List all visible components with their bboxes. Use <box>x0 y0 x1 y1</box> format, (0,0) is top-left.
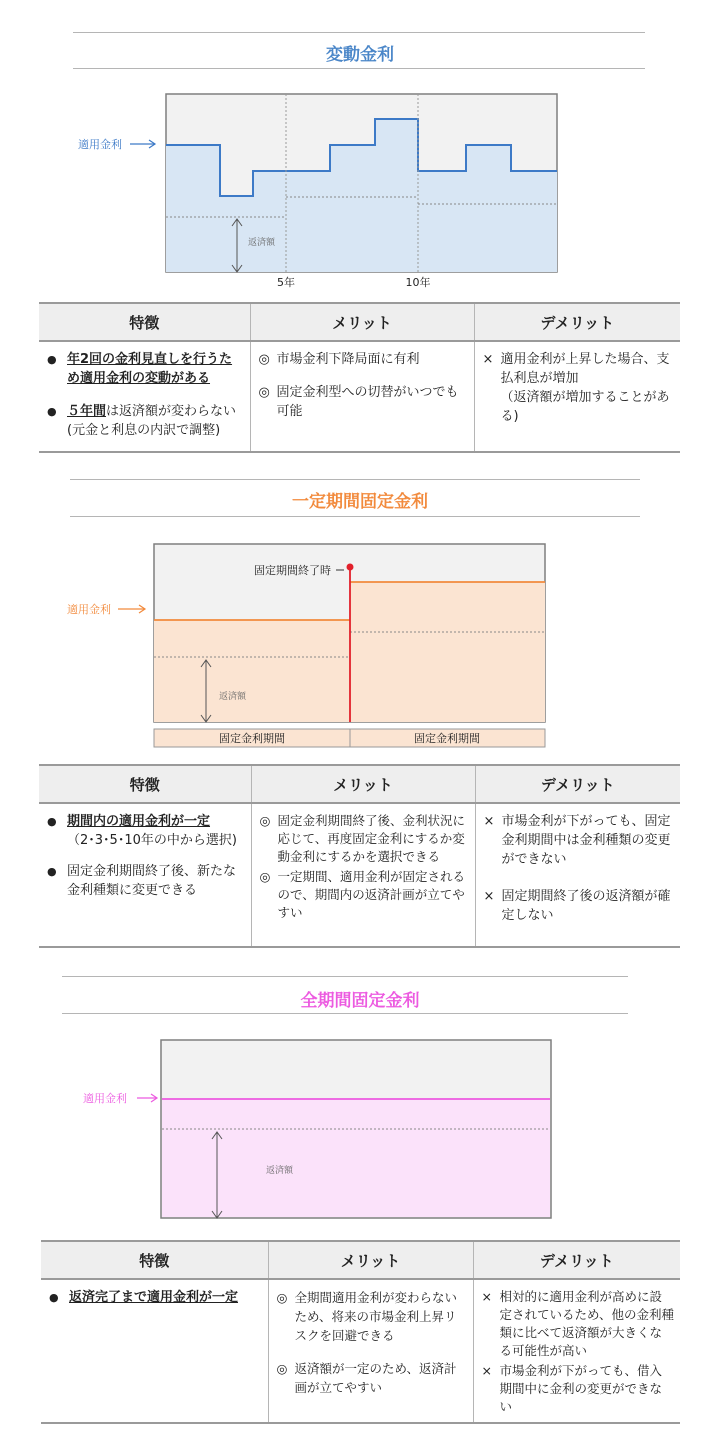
cross-icon: × <box>481 1363 492 1378</box>
repayment-area-1 <box>154 620 350 722</box>
features-cell <box>39 341 250 452</box>
merit-item: ◎ 全期間適用金利が変わらないため、将来の市場金利上昇リスクを回避できる <box>276 1290 458 1343</box>
feature-item: ● 固定金利期間終了後、新たな金利種類に変更できる <box>47 864 237 898</box>
section2-title: 一定期間固定金利 <box>292 492 428 512</box>
header-demerits: デメリット <box>474 303 680 341</box>
merits-cell <box>251 803 475 947</box>
section1-top-rule <box>73 32 645 33</box>
features-cell <box>39 803 251 947</box>
section3-title: 全期間固定金利 <box>300 991 420 1011</box>
period-end-marker <box>347 564 354 571</box>
double-circle-icon: ◎ <box>259 869 271 884</box>
merits-cell <box>268 1279 473 1423</box>
rate-label: 適用金利 <box>78 138 122 151</box>
period-label-2: 固定金利期間 <box>414 732 480 745</box>
header-demerits: デメリット <box>473 1241 680 1279</box>
cross-icon: × <box>481 1289 492 1304</box>
variable-rate-diagram <box>0 88 720 298</box>
full-fixed-diagram <box>0 1034 720 1224</box>
double-circle-icon: ◎ <box>276 1361 288 1376</box>
repayment-label: 返済額 <box>219 692 247 702</box>
header-merits: メリット <box>251 765 475 803</box>
section2-bottom-rule <box>70 516 640 517</box>
demerits-cell <box>473 1279 680 1423</box>
period-label-1: 固定金利期間 <box>219 732 285 745</box>
demerit-item: × 適用金利が上昇した場合、支払利息が増加 （返済額が増加することがある) <box>482 352 670 424</box>
demerit-item: × 固定期間終了後の返済額が確定しない <box>483 889 671 923</box>
rate-label: 適用金利 <box>83 1092 127 1105</box>
merit-item: ◎ 固定金利型への切替がいつでも可能 <box>258 385 459 419</box>
demerits-cell <box>475 803 680 947</box>
section2-top-rule <box>70 479 640 480</box>
header-features: 特徴 <box>41 1241 268 1279</box>
feature-item: ● 年2回の金利見直しを行うため適用金利の変動がある <box>47 352 233 386</box>
header-merits: メリット <box>268 1241 473 1279</box>
repayment-area-2 <box>350 582 545 722</box>
cross-icon: × <box>483 814 495 829</box>
header-features: 特徴 <box>39 303 250 341</box>
feature-item: ● ５年間は返済額が変わらない (元金と利息の内訳で調整) <box>47 404 237 438</box>
repayment-label: 返済額 <box>248 238 276 248</box>
bullet-icon: ● <box>47 815 57 828</box>
cross-icon: × <box>482 352 494 367</box>
period-end-label: 固定期間終了時 <box>254 564 331 577</box>
header-demerits: デメリット <box>475 765 680 803</box>
cross-icon: × <box>483 889 495 904</box>
demerit-item: × 相対的に適用金利が高めに設定されているため、他の金利種類に比べて返済額が大きくなる可能性が高い <box>481 1289 675 1358</box>
merit-item: ◎ 市場金利下降局面に有利 <box>258 352 420 367</box>
merit-item: ◎ 一定期間、適用金利が固定されるので、期間内の返済計画が立てやすい <box>259 869 466 920</box>
section3-top-rule <box>62 976 628 977</box>
full-fixed-table <box>41 1240 680 1424</box>
repayment-area <box>162 1099 550 1217</box>
axis-tick-10y: 10年 <box>405 276 431 289</box>
bullet-icon: ● <box>47 405 57 418</box>
fixed-period-table <box>39 764 680 948</box>
features-cell <box>41 1279 268 1423</box>
rate-label: 適用金利 <box>67 603 111 616</box>
demerits-cell <box>474 341 680 452</box>
merit-item: ◎ 返済額が一定のため、返済計画が立てやすい <box>276 1361 457 1395</box>
header-merits: メリット <box>250 303 474 341</box>
header-features: 特徴 <box>39 765 251 803</box>
demerit-item: × 市場金利が下がっても、借入期間中に金利の変更ができない <box>481 1363 663 1414</box>
bullet-icon: ● <box>47 353 57 366</box>
repayment-label: 返済額 <box>266 1166 294 1176</box>
bullet-icon: ● <box>47 865 57 878</box>
fixed-period-diagram <box>0 536 720 754</box>
merits-cell <box>250 341 474 452</box>
double-circle-icon: ◎ <box>276 1290 288 1305</box>
section1-title: 変動金利 <box>326 45 394 65</box>
axis-tick-5y: 5年 <box>277 276 295 289</box>
feature-item: ● 返済完了まで適用金利が一定 <box>49 1290 239 1305</box>
demerit-item: × 市場金利が下がっても、固定金利期間中は金利種類の変更ができない <box>483 814 671 867</box>
section3-bottom-rule <box>62 1013 628 1014</box>
double-circle-icon: ◎ <box>258 385 270 400</box>
section1-bottom-rule <box>73 68 645 69</box>
variable-rate-table <box>39 302 680 453</box>
bullet-icon: ● <box>49 1291 59 1304</box>
double-circle-icon: ◎ <box>258 352 270 367</box>
double-circle-icon: ◎ <box>259 813 271 828</box>
merit-item: ◎ 固定金利期間終了後、金利状況に応じて、再度固定金利にするか変動金利にするかを選択できる <box>259 813 466 864</box>
feature-item: ● 期間内の適用金利が一定 （2･3･5･10年の中から選択) <box>47 814 237 848</box>
